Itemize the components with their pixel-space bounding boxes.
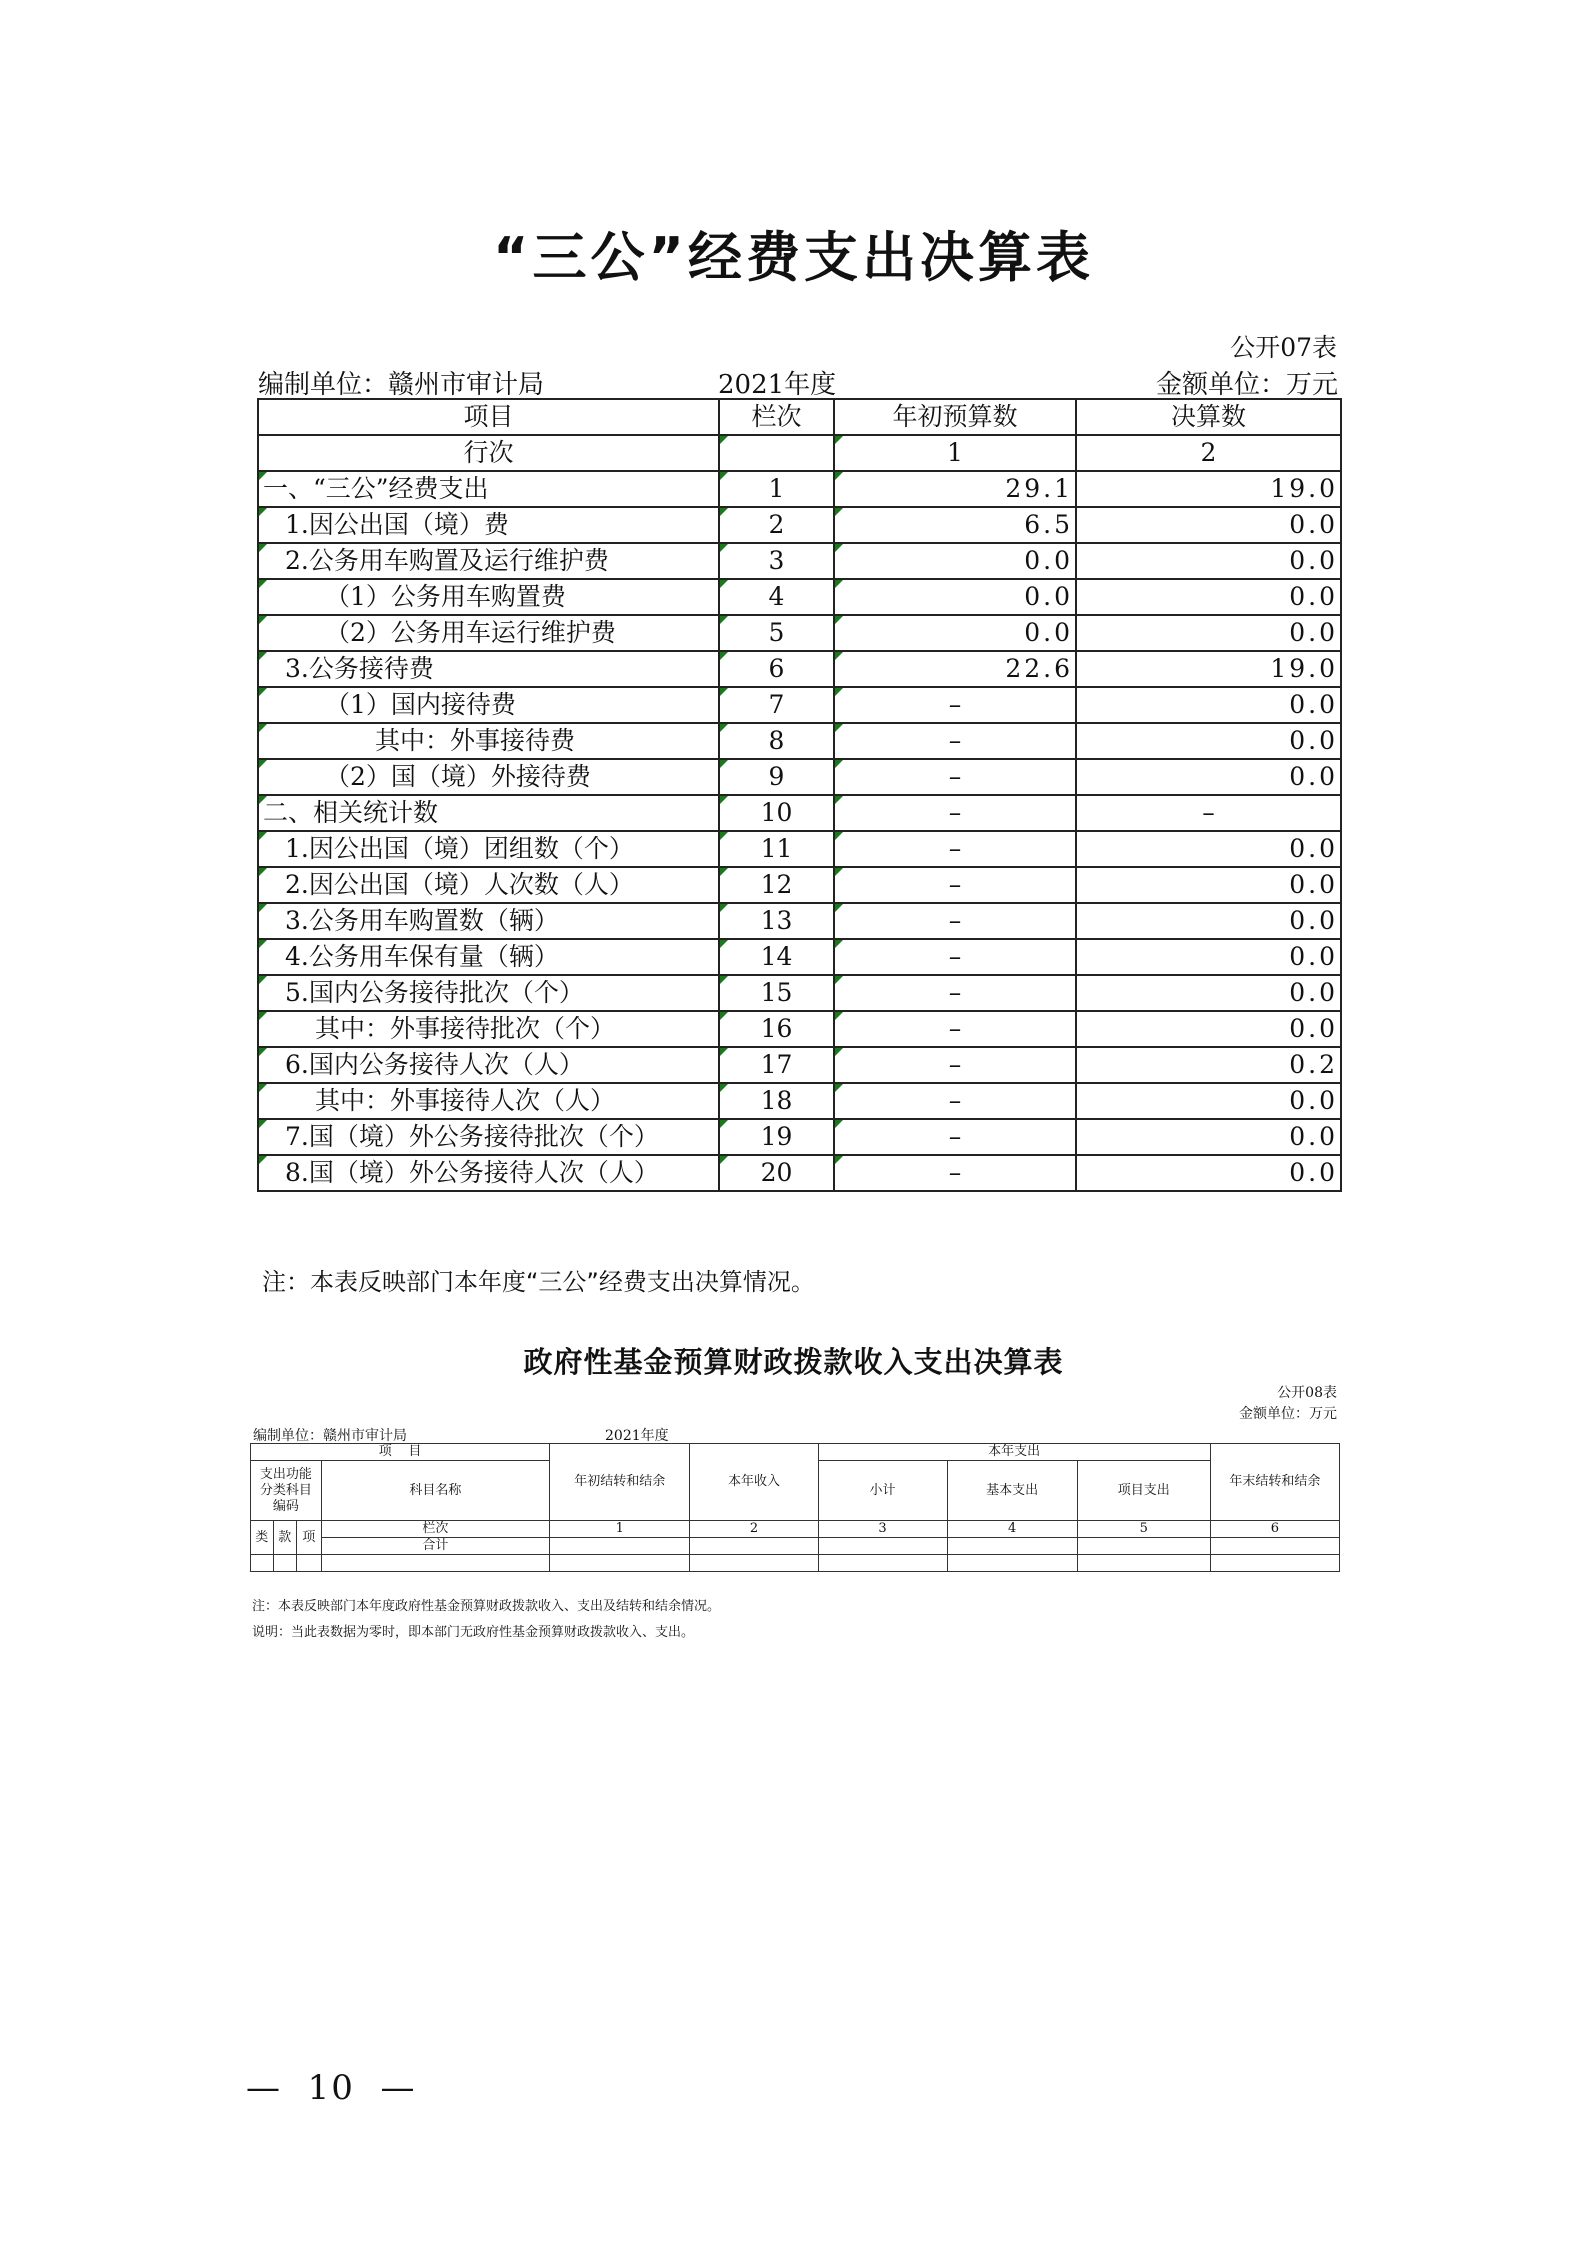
table-row (258, 759, 1341, 795)
row-no: 16 (719, 1011, 834, 1047)
t2-total-cell (818, 1538, 947, 1555)
table-row (258, 1119, 1341, 1155)
row-budget: 0.0 (834, 579, 1076, 615)
row-no: 17 (719, 1047, 834, 1083)
row-final: 0.0 (1076, 1083, 1341, 1119)
table2-year: 2021年度 (605, 1428, 669, 1444)
row-item: 其中：外事接待批次（个） (258, 1011, 719, 1047)
t2-header-lei: 类 (251, 1521, 274, 1555)
index-label: 行次 (258, 435, 719, 471)
t2-header-xiang: 项 (297, 1521, 322, 1555)
row-final: 0.0 (1076, 903, 1341, 939)
table2-title: 政府性基金预算财政拨款收入支出决算表 (523, 1345, 1064, 1379)
row-final: 0.0 (1076, 867, 1341, 903)
three-public-expenses-table (257, 398, 1342, 1192)
t2-header-begin: 年初结转和结余 (550, 1444, 690, 1521)
t2-lanci: 栏次 (321, 1521, 549, 1538)
header-item: 项目 (258, 399, 719, 435)
row-final: 0.0 (1076, 579, 1341, 615)
row-no: 8 (719, 723, 834, 759)
table2-explanation: 说明：当此表数据为零时，即本部门无政府性基金预算财政拨款收入、支出。 (252, 1625, 695, 1640)
t2-empty-cell (251, 1555, 274, 1572)
table-row (258, 471, 1341, 507)
row-final: 19.0 (1076, 471, 1341, 507)
row-no: 12 (719, 867, 834, 903)
row-item: 8.国（境）外公务接待人次（人） (258, 1155, 719, 1191)
row-budget: – (834, 939, 1076, 975)
t2-header-expense: 本年支出 (818, 1444, 1210, 1461)
row-budget: – (834, 723, 1076, 759)
table-row (258, 651, 1341, 687)
t2-total-cell (1077, 1538, 1210, 1555)
t2-header-kuan: 款 (273, 1521, 297, 1555)
row-item: （2）国（境）外接待费 (258, 759, 719, 795)
row-final: 0.0 (1076, 939, 1341, 975)
header-no: 栏次 (719, 399, 834, 435)
t2-empty-cell (690, 1555, 818, 1572)
row-item: 1.因公出国（境）费 (258, 507, 719, 543)
row-item: （2）公务用车运行维护费 (258, 615, 719, 651)
header-budget: 年初预算数 (834, 399, 1076, 435)
table-row (258, 579, 1341, 615)
row-budget: – (834, 1155, 1076, 1191)
index-final: 2 (1076, 435, 1341, 471)
row-budget: – (834, 795, 1076, 831)
t2-col-5: 5 (1077, 1521, 1210, 1538)
table-row (258, 723, 1341, 759)
row-final: 0.0 (1076, 687, 1341, 723)
row-item: 2.因公出国（境）人次数（人） (258, 867, 719, 903)
table-row (258, 795, 1341, 831)
table-header-row (258, 399, 1341, 435)
table-row (258, 1155, 1341, 1191)
row-budget: – (834, 903, 1076, 939)
row-final: – (1076, 795, 1341, 831)
row-item: 其中：外事接待费 (258, 723, 719, 759)
t2-header-basic: 基本支出 (947, 1461, 1077, 1521)
t2-col-4: 4 (947, 1521, 1077, 1538)
row-budget: 0.0 (834, 543, 1076, 579)
t2-header-item: 项 目 (251, 1444, 550, 1461)
row-budget: – (834, 867, 1076, 903)
row-final: 0.0 (1076, 1011, 1341, 1047)
row-final: 0.0 (1076, 543, 1341, 579)
row-budget: – (834, 1119, 1076, 1155)
table2-note: 注：本表反映部门本年度政府性基金预算财政拨款收入、支出及结转和结余情况。 (252, 1599, 721, 1614)
row-budget: 22.6 (834, 651, 1076, 687)
t2-col-6: 6 (1210, 1521, 1339, 1538)
table-row (258, 975, 1341, 1011)
t2-empty-cell (550, 1555, 690, 1572)
t2-header-func-code: 支出功能分类科目编码 (251, 1461, 322, 1521)
table1-code: 公开07表 (1230, 333, 1337, 362)
table-row (258, 615, 1341, 651)
row-final: 0.0 (1076, 1119, 1341, 1155)
row-final: 0.0 (1076, 975, 1341, 1011)
row-no: 18 (719, 1083, 834, 1119)
t2-empty-cell (1210, 1555, 1339, 1572)
t2-total-cell (1210, 1538, 1339, 1555)
row-item: 1.因公出国（境）团组数（个） (258, 831, 719, 867)
t2-total-cell (690, 1538, 818, 1555)
row-item: 3.公务接待费 (258, 651, 719, 687)
row-no: 13 (719, 903, 834, 939)
row-final: 0.2 (1076, 1047, 1341, 1083)
row-no: 20 (719, 1155, 834, 1191)
t2-col-1: 1 (550, 1521, 690, 1538)
row-no: 6 (719, 651, 834, 687)
row-final: 0.0 (1076, 759, 1341, 795)
row-no: 5 (719, 615, 834, 651)
government-fund-table (250, 1443, 1340, 1572)
table1-money-unit: 金额单位：万元 (1155, 370, 1338, 400)
t2-total-cell (550, 1538, 690, 1555)
row-final: 0.0 (1076, 615, 1341, 651)
row-item: 2.公务用车购置及运行维护费 (258, 543, 719, 579)
table-index-row (258, 435, 1341, 471)
row-no: 2 (719, 507, 834, 543)
table1-year: 2021年度 (718, 370, 837, 400)
t2-empty-cell (273, 1555, 297, 1572)
row-no: 10 (719, 795, 834, 831)
table-row (258, 1011, 1341, 1047)
row-no: 7 (719, 687, 834, 723)
row-item: 其中：外事接待人次（人） (258, 1083, 719, 1119)
row-item: 5.国内公务接待批次（个） (258, 975, 719, 1011)
table-row (258, 543, 1341, 579)
index-no (719, 435, 834, 471)
table-row (258, 903, 1341, 939)
t2-empty-cell (321, 1555, 549, 1572)
row-budget: – (834, 831, 1076, 867)
table2-code: 公开08表 (1277, 1385, 1337, 1401)
table-row (258, 687, 1341, 723)
table2-money-unit: 金额单位：万元 (1239, 1406, 1337, 1422)
t2-empty-cell (297, 1555, 322, 1572)
row-budget: 29.1 (834, 471, 1076, 507)
header-final: 决算数 (1076, 399, 1341, 435)
row-item: （1）公务用车购置费 (258, 579, 719, 615)
row-no: 19 (719, 1119, 834, 1155)
t2-total-cell (947, 1538, 1077, 1555)
row-budget: 6.5 (834, 507, 1076, 543)
index-budget: 1 (834, 435, 1076, 471)
row-no: 4 (719, 579, 834, 615)
table-row (258, 1083, 1341, 1119)
t2-header-subtotal: 小计 (818, 1461, 947, 1521)
row-no: 9 (719, 759, 834, 795)
table2-unit: 编制单位：赣州市审计局 (253, 1428, 407, 1444)
table-row (258, 867, 1341, 903)
row-item: 7.国（境）外公务接待批次（个） (258, 1119, 719, 1155)
row-final: 0.0 (1076, 723, 1341, 759)
row-final: 0.0 (1076, 1155, 1341, 1191)
row-budget: – (834, 1011, 1076, 1047)
row-budget: – (834, 1083, 1076, 1119)
t2-empty-cell (947, 1555, 1077, 1572)
t2-header-end: 年末结转和结余 (1210, 1444, 1339, 1521)
row-final: 19.0 (1076, 651, 1341, 687)
row-item: （1）国内接待费 (258, 687, 719, 723)
page-number: — 10 — (246, 2068, 417, 2108)
table-row (258, 1047, 1341, 1083)
t2-total: 合计 (321, 1538, 549, 1555)
row-final: 0.0 (1076, 507, 1341, 543)
row-item: 4.公务用车保有量（辆） (258, 939, 719, 975)
row-no: 11 (719, 831, 834, 867)
table1-unit: 编制单位：赣州市审计局 (258, 370, 545, 400)
t2-col-2: 2 (690, 1521, 818, 1538)
row-no: 14 (719, 939, 834, 975)
row-budget: – (834, 975, 1076, 1011)
row-budget: – (834, 687, 1076, 723)
row-no: 3 (719, 543, 834, 579)
table-row (258, 939, 1341, 975)
row-no: 15 (719, 975, 834, 1011)
table-row (258, 507, 1341, 543)
row-no: 1 (719, 471, 834, 507)
row-final: 0.0 (1076, 831, 1341, 867)
t2-empty-cell (818, 1555, 947, 1572)
row-item: 3.公务用车购置数（辆） (258, 903, 719, 939)
row-item: 6.国内公务接待人次（人） (258, 1047, 719, 1083)
t2-header-income: 本年收入 (690, 1444, 818, 1521)
t2-header-subject: 科目名称 (321, 1461, 549, 1521)
row-budget: – (834, 759, 1076, 795)
table1-note: 注：本表反映部门本年度“三公”经费支出决算情况。 (262, 1268, 815, 1296)
table1-title: “三公”经费支出决算表 (493, 226, 1094, 289)
table-row (258, 831, 1341, 867)
row-item: 二、相关统计数 (258, 795, 719, 831)
row-budget: – (834, 1047, 1076, 1083)
t2-col-3: 3 (818, 1521, 947, 1538)
t2-empty-cell (1077, 1555, 1210, 1572)
table1-meta (258, 364, 1338, 398)
t2-header-project: 项目支出 (1077, 1461, 1210, 1521)
row-item: 一、“三公”经费支出 (258, 471, 719, 507)
row-budget: 0.0 (834, 615, 1076, 651)
